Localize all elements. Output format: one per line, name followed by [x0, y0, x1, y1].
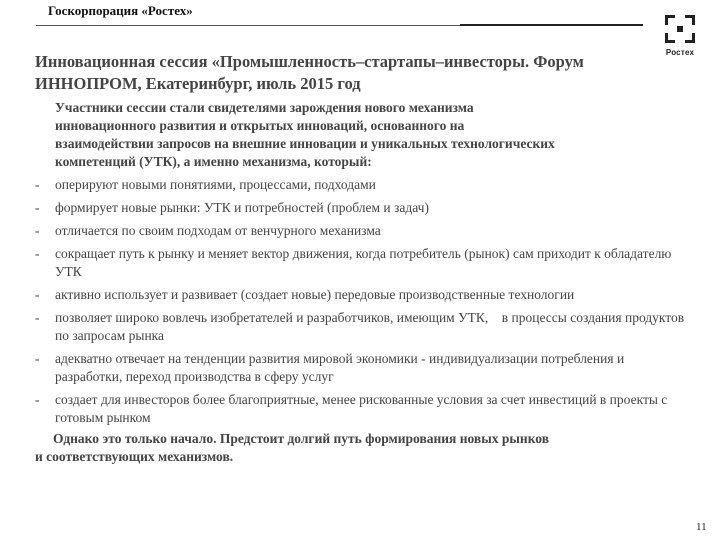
title-line-2: ИННОПРОМ, Екатеринбург, июль 2015 год [35, 74, 361, 93]
corporation-header: Госкорпорация «Ростех» [48, 3, 193, 18]
bullet-list [35, 176, 688, 427]
bullet-dash: - [35, 310, 40, 325]
bullet-dash: - [35, 392, 40, 407]
intro-line-1: Участники сессии стали свидетелями зарождения нового механизма [55, 100, 474, 115]
intro-line-2: инновационного развития и открытых инноваций, основанного на [55, 118, 465, 133]
list-item [35, 176, 685, 194]
bullet-dash: - [35, 246, 40, 261]
list-item [35, 199, 685, 217]
bullet-text: оперируют новыми понятиями, процессами, подходами [55, 177, 376, 192]
list-item [35, 245, 685, 281]
conclusion-paragraph [35, 430, 685, 466]
rostec-logo [660, 12, 700, 62]
list-item [35, 350, 685, 386]
list-item [35, 286, 685, 304]
list-item [35, 309, 688, 345]
intro-line-3: взаимодействии запросов на внешние инновации и уникальных технологических [55, 136, 555, 151]
conclusion-line-1: Однако это только начало. Предстоит долгий путь формирования новых рынков [53, 431, 550, 446]
bullet-text: активно использует и развивает (создает новые) передовые производственные технологии [55, 287, 575, 302]
bullet-text: отличается по своим подходам от венчурного механизма [55, 223, 381, 238]
slide-body [35, 99, 688, 466]
header-divider-thick [460, 24, 643, 26]
intro-paragraph [35, 99, 685, 171]
header-divider-thin [36, 25, 462, 26]
logo-wordmark: Ростех [665, 48, 695, 57]
list-item [35, 222, 685, 240]
bullet-text: позволяет широко вовлечь изобретателей и разработчиков, имеющим УТК, в процессы создания продуктов по запросам рынка [55, 310, 688, 343]
slide-title [35, 51, 655, 95]
title-line-1: Инновационная сессия «Промышленность–стартапы–инвесторы. Форум [35, 52, 584, 71]
bullet-dash: - [35, 287, 40, 302]
intro-line-4: компетенций (УТК), а именно механизма, который: [55, 154, 372, 169]
bullet-dash: - [35, 200, 40, 215]
list-item [35, 391, 685, 427]
bullet-text: создает для инвесторов более благоприятные, менее рискованные условия за счет инвестиций в проекты с готовым рынком [55, 392, 668, 425]
rostec-logo-icon [660, 12, 700, 46]
bullet-text: формирует новые рынки: УТК и потребностей (проблем и задач) [55, 200, 429, 215]
bullet-dash: - [35, 351, 40, 366]
conclusion-line-2: и соответствующих механизмов. [35, 449, 234, 464]
bullet-dash: - [35, 177, 40, 192]
bullet-dash: - [35, 223, 40, 238]
bullet-text: сокращает путь к рынку и меняет вектор движения, когда потребитель (рынок) сам приходит к обладателю УТК [55, 246, 672, 279]
bullet-text: адекватно отвечает на тенденции развития мировой экономики - индивидуализации потребления и разработки, переход производства в сферу услуг [55, 351, 625, 384]
page-number: 11 [696, 521, 707, 533]
